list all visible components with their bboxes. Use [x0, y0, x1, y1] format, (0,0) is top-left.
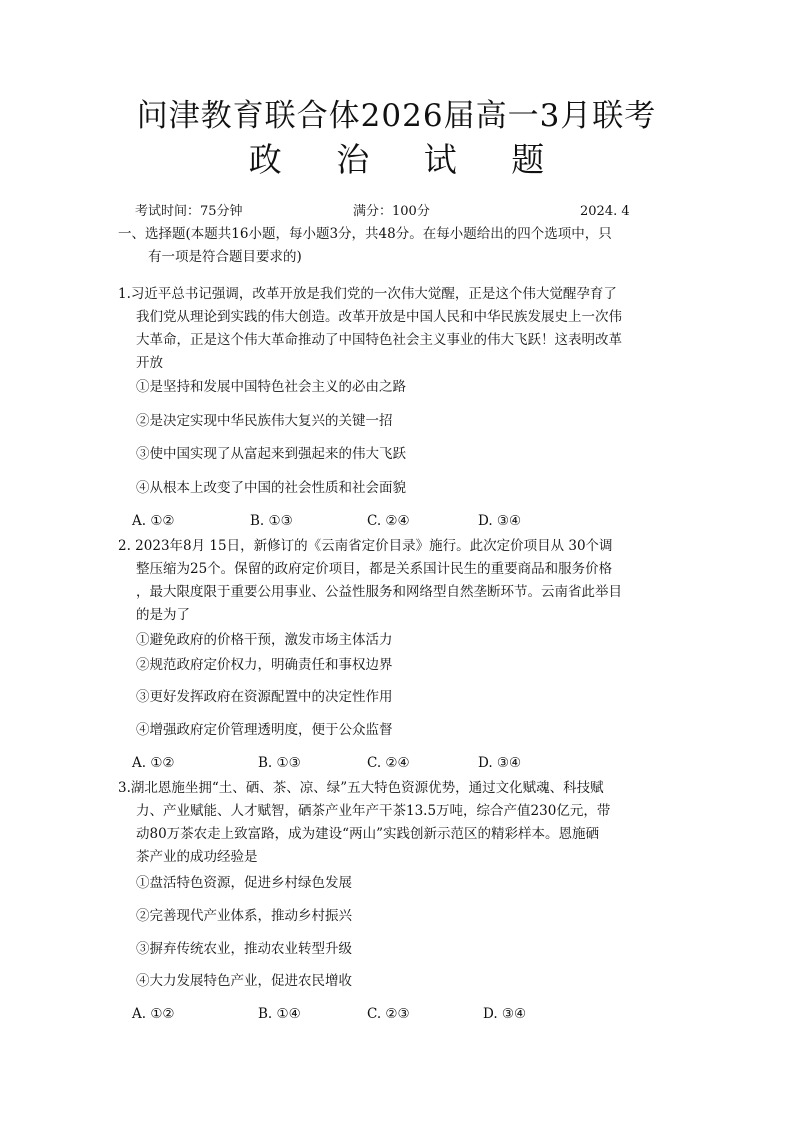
q3-stem-line-4: 茶产业的成功经验是: [136, 849, 258, 865]
q2-option-2: ②规范政府定价权力，明确责任和事权边界: [136, 657, 393, 673]
q2-option-1: ①避免政府的价格干预，激发市场主体活力: [136, 632, 393, 648]
exam-title: 问津教育联合体2026届高一3月联考: [136, 98, 657, 134]
q1-choice-d[interactable]: D. ③④: [478, 513, 522, 529]
q1-option-1: ①是坚持和发展中国特色社会主义的必由之路: [136, 379, 406, 395]
q2-stem-line-3: ，最大限度限于重要公用事业、公益性服务和网络型自然垄断环节。云南省此举目: [136, 584, 622, 600]
q2-choice-a[interactable]: A. ①②: [132, 755, 175, 771]
q2-choice-d[interactable]: D. ③④: [478, 755, 522, 771]
q3-stem-line-2: 力、产业赋能、人才赋智，硒茶产业年产干茶13.5万吨，综合产值230亿元，带: [136, 803, 611, 819]
section-instruction-line-2: 有一项是符合题目要求的): [148, 249, 302, 265]
q3-stem-line-3: 动80万茶农走上致富路，成为建设“两山”实践创新示范区的精彩样本。恩施硒: [136, 826, 599, 842]
q3-option-2: ②完善现代产业体系，推动乡村振兴: [136, 908, 352, 924]
q3-option-3: ③摒弃传统农业，推动农业转型升级: [136, 941, 352, 957]
q2-option-4: ④增强政府定价管理透明度，便于公众监督: [136, 722, 393, 738]
q2-choice-c[interactable]: C. ②④: [367, 755, 410, 771]
q1-stem-line-1: 1.习近平总书记强调，改革开放是我们党的一次伟大觉醒，正是这个伟大觉醒孕育了: [118, 286, 617, 302]
q3-stem-line-1: 3.湖北恩施坐拥“土、硒、茶、凉、绿”五大特色资源优势，通过文化赋魂、科技赋: [118, 780, 604, 796]
q3-choice-b[interactable]: B. ①④: [258, 1006, 301, 1022]
q1-stem-line-4: 开放: [136, 355, 163, 371]
q3-option-1: ①盘活特色资源，促进乡村绿色发展: [136, 875, 352, 891]
q1-stem-line-2: 我们党从理论到实践的伟大创造。改革开放是中国人民和中华民族发展史上一次伟: [136, 309, 622, 325]
q2-stem-line-4: 的是为了: [136, 607, 190, 623]
q1-option-4: ④从根本上改变了中国的社会性质和社会面貌: [136, 480, 406, 496]
q3-choice-c[interactable]: C. ②③: [367, 1006, 410, 1022]
q1-choice-c[interactable]: C. ②④: [367, 513, 410, 529]
q2-stem-line-1: 2. 2023年8月 15日，新修订的《云南省定价目录》施行。此次定价项目从 30个调: [118, 538, 613, 554]
exam-date: 2024. 4: [580, 204, 630, 219]
q3-option-4: ④大力发展特色产业，促进农民增收: [136, 973, 352, 989]
q1-option-3: ③使中国实现了从富起来到强起来的伟大飞跃: [136, 446, 406, 462]
q3-choice-d[interactable]: D. ③④: [483, 1006, 527, 1022]
subject-title: 政 治 试 题: [248, 140, 567, 179]
q2-option-3: ③更好发挥政府在资源配置中的决定性作用: [136, 689, 393, 705]
q1-stem-line-3: 大革命，正是这个伟大革命推动了中国特色社会主义事业的伟大飞跃！这表明改革: [136, 332, 622, 348]
full-score: 满分：100分: [353, 204, 430, 219]
q2-stem-line-2: 整压缩为25个。保留的政府定价项目，都是关系国计民生的重要商品和服务价格: [136, 561, 613, 577]
section-instruction-line-1: 一、选择题(本题共16小题，每小题3分，共48分。在每小题给出的四个选项中，只: [118, 226, 612, 242]
exam-time: 考试时间：75分钟: [135, 204, 243, 219]
q1-choice-a[interactable]: A. ①②: [132, 513, 175, 529]
q2-choice-b[interactable]: B. ①③: [258, 755, 301, 771]
q3-choice-a[interactable]: A. ①②: [132, 1006, 175, 1022]
q1-option-2: ②是决定实现中华民族伟大复兴的关键一招: [136, 413, 393, 429]
q1-choice-b[interactable]: B. ①③: [250, 513, 293, 529]
